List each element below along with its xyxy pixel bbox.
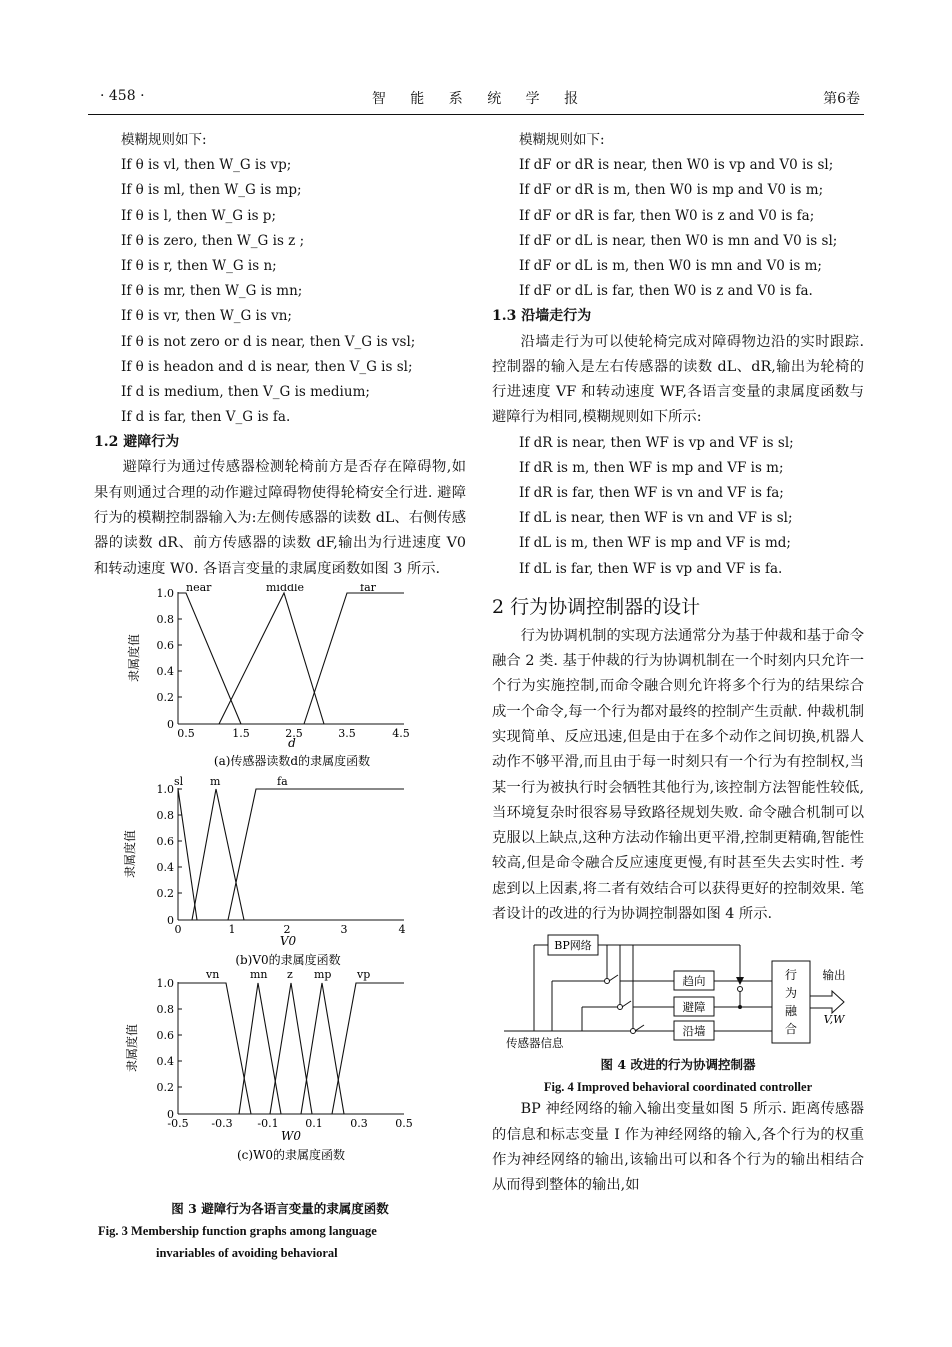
ytick: 0.2 [156, 886, 174, 900]
wall-paragraph: 沿墙走行为可以使轮椅完成对障碍物边沿的实时跟踪. 控制器的输入是左右传感器的读数 dL、dR,输出为轮椅的行进速度 VF 和转动速度 WF,各语言变量的隶属度函数与避障行为相同,模糊规则如下所示: [492, 333, 864, 426]
volume-label: 第6卷 [823, 91, 860, 107]
xtick: 2 [283, 922, 291, 936]
ytick: 0.8 [156, 808, 174, 822]
journal-title: 智 能 系 统 学 报 [371, 91, 589, 107]
sensor-label: 传感器信息 [506, 1036, 564, 1051]
mf-far [304, 593, 404, 724]
left-rules [94, 153, 466, 430]
x-axis-label: d [288, 735, 296, 750]
rule-line: If dL is m, then WF is mp and VF is md; [519, 535, 791, 552]
ytick: 0.4 [156, 860, 174, 874]
xtick: 0.5 [177, 726, 195, 740]
seek-label: 趋向 [682, 974, 706, 989]
rule-line: If d is medium, then V_G is medium; [121, 383, 370, 400]
rule-line: If θ is l, then W_G is p; [121, 207, 276, 224]
subcaption-a: (a)传感器读数d的隶属度函数 [213, 753, 371, 768]
mf-label: middle [266, 583, 305, 594]
y-axis-label: 隶属度值 [123, 829, 137, 878]
ytick: 0 [167, 717, 174, 731]
figure-3 [94, 584, 466, 1194]
xtick: 1.5 [232, 726, 250, 740]
output-label: 输出 [822, 968, 846, 983]
mf-label: mp [314, 967, 332, 981]
xtick: 0.3 [350, 1116, 368, 1130]
rules-intro: 模糊规则如下: [121, 132, 207, 148]
output-arrow-icon [810, 991, 844, 1013]
ytick: 0 [167, 1107, 174, 1121]
rule-line: If θ is vl, then W_G is vp; [121, 157, 292, 174]
mf-label: fa [277, 774, 288, 788]
avoid-label: 避障 [682, 1000, 706, 1015]
bp-network-label: BP网络 [554, 939, 592, 953]
mf-label: mn [250, 967, 268, 981]
rule-line: If θ is zero, then W_G is z ; [121, 232, 305, 249]
mf-label: far [360, 583, 376, 594]
figure-4-caption-en: Fig. 4 Improved behavioral coordinated controller [543, 1080, 813, 1095]
xtick: 0.5 [395, 1116, 413, 1130]
xtick: 2.5 [285, 726, 303, 740]
xtick: 1 [228, 922, 236, 936]
mf-label: m [210, 774, 221, 788]
rule-line: If dR is m, then WF is mp and VF is m; [519, 459, 784, 476]
wall-label: 沿墙 [682, 1024, 706, 1039]
page-number: · 458 · [100, 88, 145, 104]
coordination-paragraph: 行为协调机制的实现方法通常分为基于仲裁和基于命令融合 2 类. 基于仲裁的行为协调机制在一个时刻内只允许一个行为实施控制,而命令融合则允许将多个行为的结果综合成一个命令,每一个行为都对最终的控制产生贡献. 仲裁机制实现简单、反应迅速,但是由于在多个动作之间切换,机器人动作不够平滑,而且由于每一时刻只有一个行为有控制权,当某一行为被执行时会牺牲其他行为,该控制方法智能性较低,当环境复杂时很容易导致路径规划失败. 命令融合机制可以克服以上缺点,这种方法动作输出更平滑,控制更精确,智能性较高,但是命令融合反应速度更慢,有时甚至失去实时性. 考虑到以上因素,将二者有效结合可以获得更好的控制效果. 笔者设计的改进的行为协调控制器如图 4 所示. [492, 627, 864, 923]
figure-3-caption-en-2: invariables of avoiding behavioral [156, 1245, 338, 1260]
mf-label: vn [206, 967, 220, 981]
mf-m [192, 789, 244, 920]
fusion-char: 融 [784, 1004, 798, 1019]
subcaption-b: (b)V0的隶属度函数 [235, 952, 341, 967]
ytick: 0.6 [156, 834, 174, 848]
section-2-title: 2 行为协调控制器的设计 [492, 595, 701, 618]
fusion-char: 合 [784, 1022, 798, 1037]
mf-z [270, 983, 312, 1114]
rule-line: If dF or dR is far, then W0 is z and V0 is fa; [519, 207, 815, 224]
mf-label: vp [357, 967, 371, 981]
rule-line: If θ is mr, then W_G is mn; [121, 283, 303, 300]
y-axis-label: 隶属度值 [127, 633, 141, 682]
xtick: 3.5 [338, 726, 356, 740]
page-header [100, 88, 860, 110]
rule-line: If dR is near, then WF is vp and VF is sl; [519, 434, 794, 451]
rules-intro: 模糊规则如下: [519, 132, 605, 148]
xtick: -0.1 [257, 1116, 279, 1130]
rule-line: If dF or dL is near, then W0 is mn and V0 is sl; [519, 232, 838, 249]
rule-line: If dF or dR is near, then W0 is vp and V0 is sl; [519, 157, 834, 174]
fusion-char: 行 [784, 968, 798, 983]
mf-label: sl [174, 774, 184, 788]
ytick: 1.0 [156, 586, 174, 600]
output-vars: V,W [823, 1013, 845, 1027]
mf-vn [178, 983, 251, 1114]
rule-line: If θ is r, then W_G is n; [121, 257, 277, 274]
rule-line: If dL is far, then WF is vp and VF is fa. [519, 560, 783, 577]
mf-near [178, 593, 241, 724]
chart-c [124, 968, 413, 1162]
xtick: -0.3 [211, 1116, 233, 1130]
mf-label: near [186, 583, 212, 594]
section-heading-1-2: 1.2 避障行为 [94, 434, 180, 451]
mf-mn [239, 983, 281, 1114]
figure-3-caption-en-1: Fig. 3 Membership function graphs among language [98, 1223, 377, 1238]
ytick: 0.6 [156, 1028, 174, 1042]
ytick: 0.8 [156, 1002, 174, 1016]
y-axis-label: 隶属度值 [125, 1023, 139, 1072]
rule-line: If θ is not zero or d is near, then V_G is vsl; [121, 333, 416, 350]
figure-3-caption-zh: 图 3 避障行为各语言变量的隶属度函数 [171, 1200, 389, 1216]
ytick: 1.0 [156, 782, 174, 796]
xtick: 3 [340, 922, 348, 936]
ytick: 0.8 [156, 612, 174, 626]
ytick: 0.4 [156, 1054, 174, 1068]
rule-line: If d is far, then V_G is fa. [121, 409, 291, 426]
ytick: 1.0 [156, 976, 174, 990]
ytick: 0.6 [156, 638, 174, 652]
figure-4-caption-zh: 图 4 改进的行为协调控制器 [600, 1057, 756, 1073]
xtick: 4.5 [392, 726, 410, 740]
rule-line: If dF or dL is m, then W0 is mn and V0 is m; [519, 257, 822, 274]
xtick: -0.5 [167, 1116, 189, 1130]
rule-line: If dR is far, then WF is vn and VF is fa; [519, 485, 784, 502]
header-rule [88, 114, 864, 115]
avoid-paragraph: 避障行为通过传感器检测轮椅前方是否存在障碍物,如果有则通过合理的动作避过障碍物使得轮椅安全行进. 避障行为的模糊控制器输入为:左侧传感器的读数 dL、右侧传感器的读数 dR、前方传感器的读数 dF,输出为行进速度 V0 和转动速度 W0. 各语言变量的隶属度函数如图 3 所示. [94, 459, 466, 577]
chart-b [122, 775, 406, 967]
chart-a [126, 584, 410, 768]
mf-label: z [287, 967, 293, 981]
ytick: 0.4 [156, 664, 174, 678]
x-axis-label: V0 [279, 933, 297, 948]
xtick: 0 [174, 922, 182, 936]
rule-line: If dL is near, then WF is vn and VF is sl; [519, 510, 793, 527]
xtick: 4 [398, 922, 406, 936]
rule-line: If θ is ml, then W_G is mp; [121, 182, 302, 199]
subcaption-c: (c)W0的隶属度函数 [236, 1147, 346, 1162]
ytick: 0.2 [156, 1080, 174, 1094]
mf-middle [219, 593, 324, 724]
figure-4 [492, 933, 864, 1051]
right-column [492, 128, 864, 1199]
rule-line: If θ is headon and d is near, then V_G is sl; [121, 358, 413, 375]
xtick: 0.1 [305, 1116, 323, 1130]
bp-paragraph: BP 神经网络的输入输出变量如图 5 所示. 距离传感器的信息和标志变量 I 作为神经网络的输入,各个行为的权重作为神经网络的输出,该输出可以和各个行为的输出相结合从而得到整体的输出,如 [492, 1101, 864, 1194]
mf-vp [332, 983, 404, 1114]
ytick: 0.2 [156, 690, 174, 704]
fusion-char: 为 [784, 986, 798, 1001]
x-axis-label: W0 [281, 1128, 301, 1143]
mf-fa [228, 789, 404, 920]
mf-sl [178, 789, 197, 920]
rule-line: If dF or dR is m, then W0 is mp and V0 is m; [519, 182, 824, 199]
rule-line: If dF or dL is far, then W0 is z and V0 is fa. [519, 283, 813, 300]
section-heading-1-3: 1.3 沿墙走行为 [492, 308, 592, 325]
left-column [94, 128, 466, 1264]
ytick: 0 [167, 913, 174, 927]
rule-line: If θ is vr, then W_G is vn; [121, 308, 292, 325]
mf-mp [301, 983, 344, 1114]
